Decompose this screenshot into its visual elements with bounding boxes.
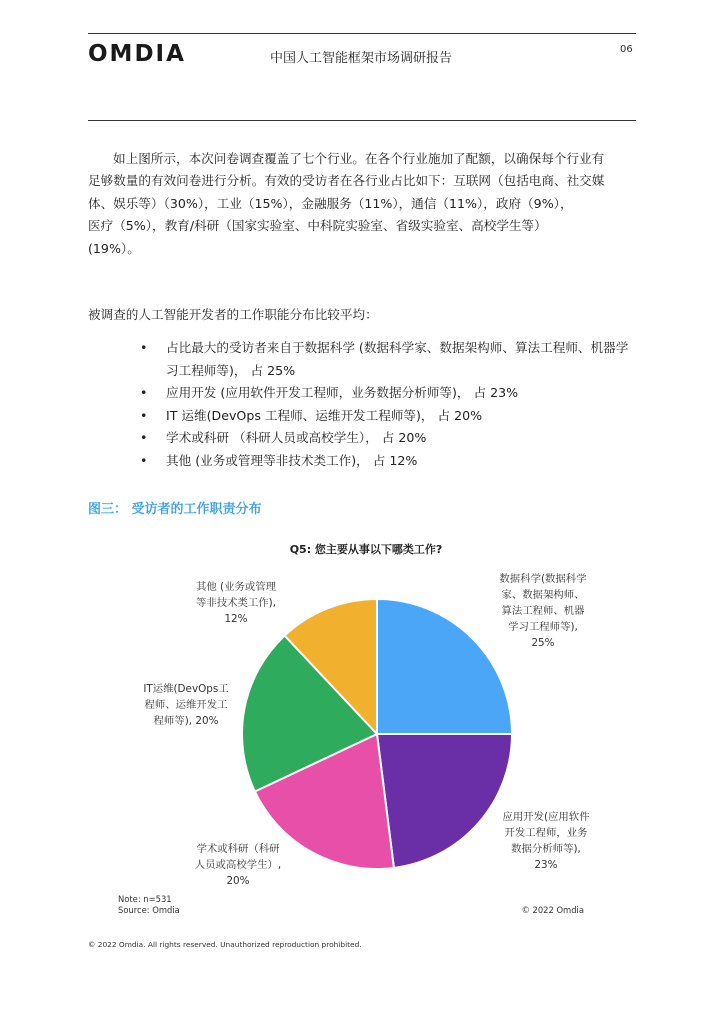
list-item bbox=[140, 405, 640, 428]
intro-line: (19%）。 bbox=[88, 240, 140, 256]
pie-chart bbox=[88, 530, 636, 920]
bullet-icon: • bbox=[140, 452, 148, 468]
chart-note: Note: n=531 bbox=[118, 894, 172, 904]
pie-label-other: 其他 (业务或管理等非技术类工作), 12% bbox=[195, 581, 277, 625]
intro-line: 体、娱乐等）（30%），工业（15%），金融服务（11%），通信（11%），政府（9%）， bbox=[88, 195, 573, 211]
list-item bbox=[140, 427, 640, 450]
list-item bbox=[140, 337, 640, 382]
pie-slice-app-dev bbox=[377, 734, 512, 868]
pie-label-data-science: 数据科学(数据科学家、数据架构师、算法工程师、机器学习工程师等), 25% bbox=[499, 573, 587, 649]
roles-heading: 被调查的人工智能开发者的工作职能分布比较平均： bbox=[88, 307, 378, 322]
figure-caption: 图三： 受访者的工作职责分布 bbox=[88, 502, 262, 517]
intro-line: 足够数量的有效问卷进行分析。有效的受访者在各行业占比如下：互联网（包括电商、社交媒 bbox=[88, 173, 605, 189]
pie-slices bbox=[242, 599, 512, 869]
page-number: 06 bbox=[620, 44, 633, 55]
list-item bbox=[140, 450, 640, 473]
header-bottom-rule bbox=[88, 120, 636, 121]
svg-text:OMDIA: OMDIA bbox=[88, 41, 186, 66]
pie-label-app-dev: 应用开发(应用软件开发工程师，业务数据分析师等), 23% bbox=[502, 811, 590, 871]
pie-label-it-ops: IT运维(DevOps工程师、运维开发工程师等), 20% bbox=[143, 683, 229, 727]
bullet-icon: • bbox=[140, 385, 148, 401]
intro-line: 如上图所示，本次问卷调查覆盖了七个行业。在各个行业施加了配额，以确保每个行业有 bbox=[113, 151, 605, 166]
roles-list bbox=[140, 337, 640, 473]
chart-copyright: © 2022 Omdia bbox=[521, 905, 584, 915]
chart-title: Q5: 您主要从事以下哪类工作? bbox=[289, 543, 443, 556]
bullet-icon: • bbox=[140, 430, 148, 446]
omdia-logo bbox=[88, 40, 188, 66]
bullet-icon: • bbox=[140, 407, 148, 423]
header-top-rule bbox=[88, 33, 636, 34]
bullet-icon: • bbox=[140, 340, 148, 355]
list-item-text: 学术或科研 （科研人员或高校学生）， 占 20% bbox=[166, 430, 427, 446]
pie-label-research: 学术或科研（科研人员或高校学生）, 20% bbox=[194, 843, 282, 887]
intro-line: 医疗（5%），教育/科研（国家实验室、中科院实验室、省级实验室、高校学生等） bbox=[88, 218, 547, 234]
list-item-text: IT 运维(DevOps 工程师、运维开发工程师等)， 占 20% bbox=[166, 407, 483, 423]
chart-source: Source: Omdia bbox=[118, 905, 180, 915]
list-item-text: 其他 (业务或管理等非技术类工作)， 占 12% bbox=[166, 452, 418, 468]
document-title: 中国人工智能框架市场调研报告 bbox=[270, 51, 453, 66]
footer-copyright: © 2022 Omdia. All rights reserved. Unauthorized reproduction prohibited. bbox=[88, 940, 362, 949]
list-item-text: 应用开发 (应用软件开发工程师，业务数据分析师等)， 占 23% bbox=[166, 385, 519, 401]
list-item-text: 占比最大的受访者来自于数据科学 (数据科学家、数据架构师、算法工程师、机器学习工程师等)， 占 25% bbox=[166, 340, 629, 378]
pie-slice-data-science bbox=[377, 599, 512, 734]
intro-paragraph bbox=[88, 148, 644, 260]
list-item bbox=[140, 382, 640, 405]
